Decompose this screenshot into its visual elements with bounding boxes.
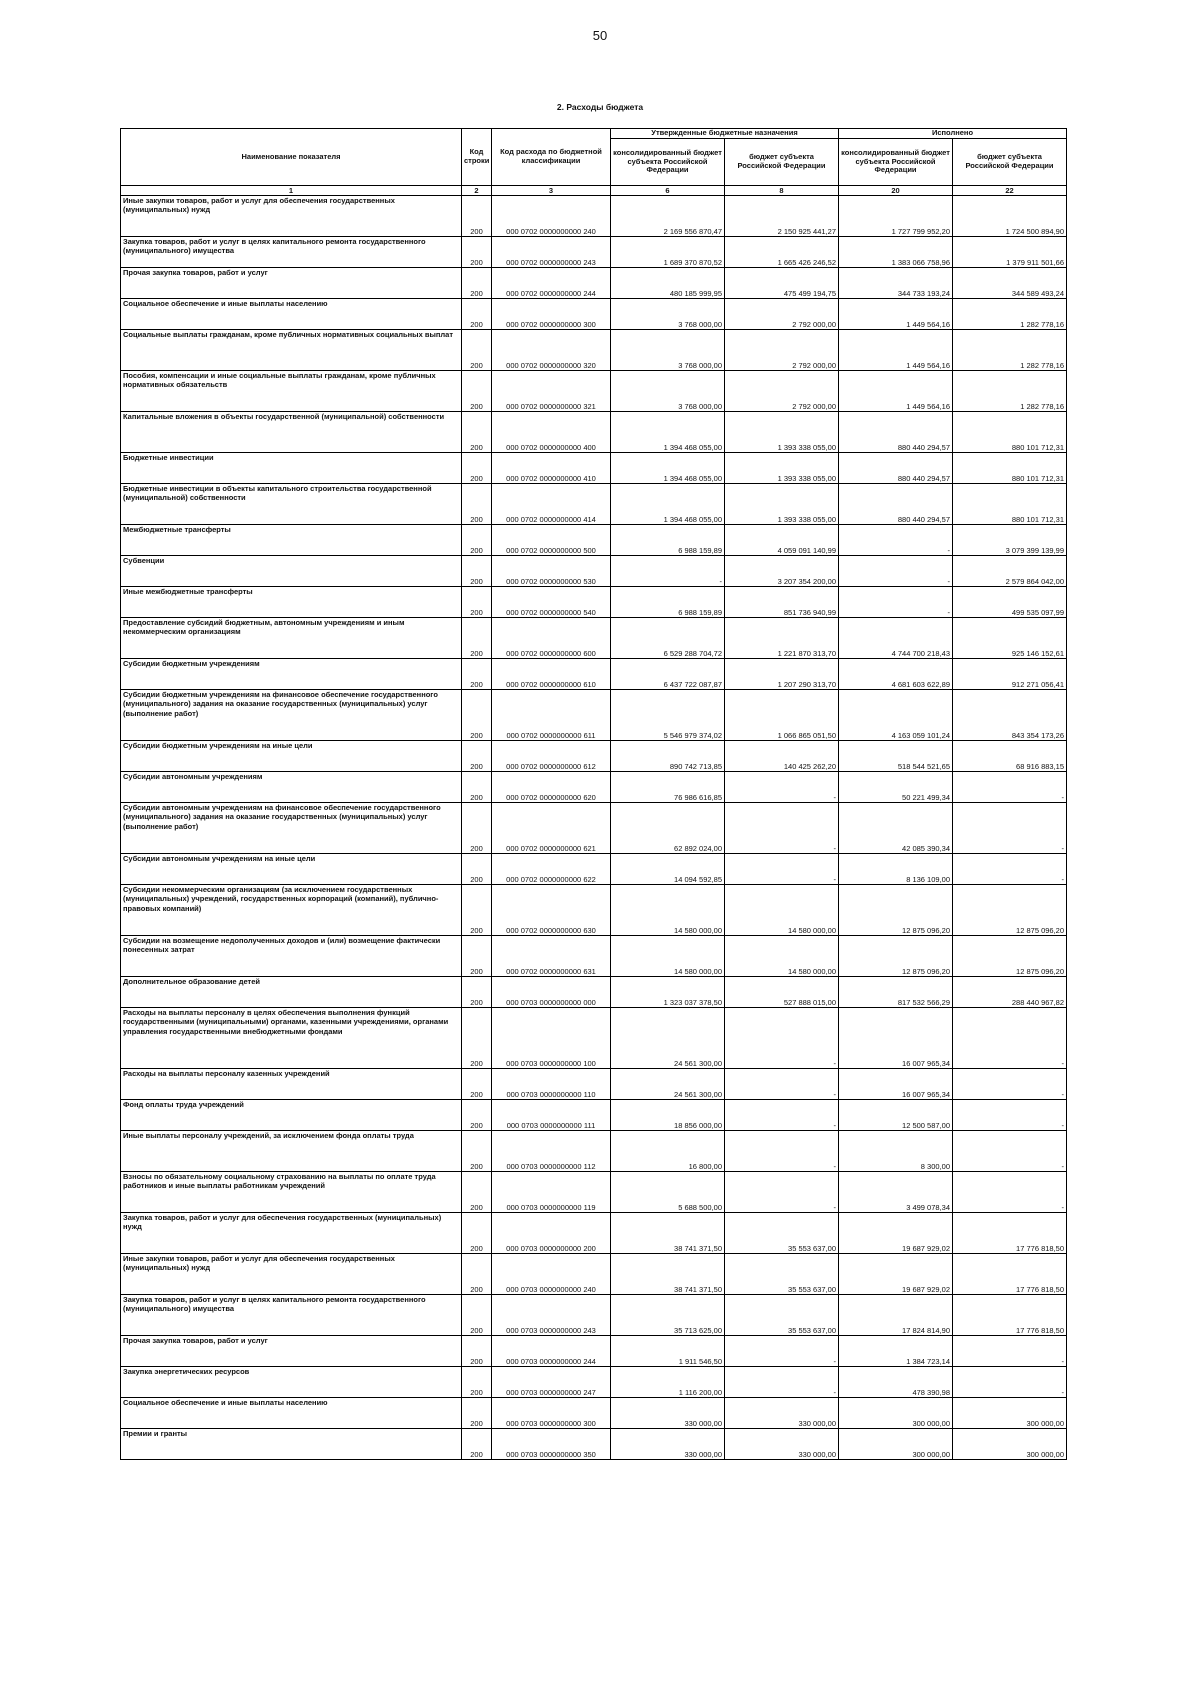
executed-subject-value: 1 282 778,16 xyxy=(953,330,1067,371)
executed-subject-value: - xyxy=(953,803,1067,854)
row-name: Закупка товаров, работ и услуг в целях капитального ремонта государственного (муниципального) имущества xyxy=(121,237,462,268)
row-name: Расходы на выплаты персоналу в целях обеспечения выполнения функций государственными (муниципальными) органами, казенными учреждениями, органами управления государственными внебюджетными фондами xyxy=(121,1008,462,1069)
executed-consolidated-value: - xyxy=(839,587,953,618)
row-line-code: 200 xyxy=(462,237,492,268)
row-line-code: 200 xyxy=(462,741,492,772)
executed-consolidated-value: 16 007 965,34 xyxy=(839,1069,953,1100)
row-name: Социальное обеспечение и иные выплаты населению xyxy=(121,1398,462,1429)
row-name: Субсидии автономным учреждениям на иные цели xyxy=(121,854,462,885)
header-approved-consolidated: консолидированный бюджет субъекта Российской Федерации xyxy=(611,139,725,186)
table-row xyxy=(121,484,1067,525)
approved-consolidated-value: 330 000,00 xyxy=(611,1398,725,1429)
column-number: 8 xyxy=(725,186,839,196)
row-budget-code: 000 0702 0000000000 610 xyxy=(492,659,611,690)
approved-subject-value: - xyxy=(725,1131,839,1172)
approved-consolidated-value: - xyxy=(611,556,725,587)
row-line-code: 200 xyxy=(462,268,492,299)
executed-subject-value: 17 776 818,50 xyxy=(953,1295,1067,1336)
row-name: Иные выплаты персоналу учреждений, за исключением фонда оплаты труда xyxy=(121,1131,462,1172)
executed-subject-value: - xyxy=(953,772,1067,803)
row-line-code: 200 xyxy=(462,977,492,1008)
table-row xyxy=(121,330,1067,371)
section-title: 2. Расходы бюджета xyxy=(556,102,644,112)
approved-subject-value: 1 393 338 055,00 xyxy=(725,453,839,484)
approved-subject-value: - xyxy=(725,1069,839,1100)
table-body xyxy=(121,196,1067,1460)
executed-subject-value: - xyxy=(953,1131,1067,1172)
approved-consolidated-value: 76 986 616,85 xyxy=(611,772,725,803)
executed-consolidated-value: - xyxy=(839,525,953,556)
approved-subject-value: - xyxy=(725,1336,839,1367)
table-row xyxy=(121,268,1067,299)
row-name: Иные закупки товаров, работ и услуг для обеспечения государственных (муниципальных) нужд xyxy=(121,196,462,237)
table-row xyxy=(121,1295,1067,1336)
executed-subject-value: 68 916 883,15 xyxy=(953,741,1067,772)
row-line-code: 200 xyxy=(462,1429,492,1460)
row-line-code: 200 xyxy=(462,803,492,854)
row-line-code: 200 xyxy=(462,1172,492,1213)
row-budget-code: 000 0703 0000000000 244 xyxy=(492,1336,611,1367)
table-row xyxy=(121,1131,1067,1172)
approved-subject-value: 35 553 637,00 xyxy=(725,1295,839,1336)
approved-subject-value: 2 792 000,00 xyxy=(725,299,839,330)
executed-consolidated-value: 1 449 564,16 xyxy=(839,299,953,330)
row-budget-code: 000 0703 0000000000 100 xyxy=(492,1008,611,1069)
table-row xyxy=(121,587,1067,618)
row-line-code: 200 xyxy=(462,885,492,936)
executed-subject-value: 288 440 967,82 xyxy=(953,977,1067,1008)
table-row xyxy=(121,803,1067,854)
row-budget-code: 000 0702 0000000000 631 xyxy=(492,936,611,977)
row-line-code: 200 xyxy=(462,1008,492,1069)
row-name: Субсидии бюджетным учреждениям на иные цели xyxy=(121,741,462,772)
approved-subject-value: 1 393 338 055,00 xyxy=(725,484,839,525)
approved-subject-value: 851 736 940,99 xyxy=(725,587,839,618)
row-budget-code: 000 0703 0000000000 111 xyxy=(492,1100,611,1131)
row-budget-code: 000 0702 0000000000 600 xyxy=(492,618,611,659)
approved-subject-value: - xyxy=(725,1172,839,1213)
row-budget-code: 000 0702 0000000000 300 xyxy=(492,299,611,330)
executed-consolidated-value: 4 744 700 218,43 xyxy=(839,618,953,659)
executed-consolidated-value: 4 681 603 622,89 xyxy=(839,659,953,690)
executed-subject-value: 17 776 818,50 xyxy=(953,1213,1067,1254)
table-row xyxy=(121,1172,1067,1213)
table-row xyxy=(121,1398,1067,1429)
executed-subject-value: 2 579 864 042,00 xyxy=(953,556,1067,587)
table-row xyxy=(121,854,1067,885)
row-name: Межбюджетные трансферты xyxy=(121,525,462,556)
executed-consolidated-value: 4 163 059 101,24 xyxy=(839,690,953,741)
approved-consolidated-value: 14 094 592,85 xyxy=(611,854,725,885)
row-name: Премии и гранты xyxy=(121,1429,462,1460)
table-row xyxy=(121,936,1067,977)
row-budget-code: 000 0702 0000000000 321 xyxy=(492,371,611,412)
approved-consolidated-value: 3 768 000,00 xyxy=(611,330,725,371)
executed-subject-value: - xyxy=(953,1336,1067,1367)
executed-consolidated-value: 17 824 814,90 xyxy=(839,1295,953,1336)
approved-subject-value: 14 580 000,00 xyxy=(725,885,839,936)
executed-consolidated-value: 817 532 566,29 xyxy=(839,977,953,1008)
row-line-code: 200 xyxy=(462,1069,492,1100)
executed-consolidated-value: 8 136 109,00 xyxy=(839,854,953,885)
approved-consolidated-value: 62 892 024,00 xyxy=(611,803,725,854)
row-line-code: 200 xyxy=(462,690,492,741)
executed-subject-value: 925 146 152,61 xyxy=(953,618,1067,659)
executed-subject-value: 912 271 056,41 xyxy=(953,659,1067,690)
approved-consolidated-value: 38 741 371,50 xyxy=(611,1213,725,1254)
approved-subject-value: - xyxy=(725,854,839,885)
row-name: Субсидии автономным учреждениям на финансовое обеспечение государственного (муниципального) задания на оказание государственных (муниципальных) услуг (выполнение работ) xyxy=(121,803,462,854)
budget-expenses-table xyxy=(120,128,1067,1460)
approved-consolidated-value: 890 742 713,85 xyxy=(611,741,725,772)
row-budget-code: 000 0703 0000000000 110 xyxy=(492,1069,611,1100)
approved-subject-value: - xyxy=(725,1008,839,1069)
executed-subject-value: 880 101 712,31 xyxy=(953,412,1067,453)
row-budget-code: 000 0703 0000000000 200 xyxy=(492,1213,611,1254)
approved-consolidated-value: 1 116 200,00 xyxy=(611,1367,725,1398)
header-approved-subject: бюджет субъекта Российской Федерации xyxy=(725,139,839,186)
approved-consolidated-value: 5 688 500,00 xyxy=(611,1172,725,1213)
approved-subject-value: 1 393 338 055,00 xyxy=(725,412,839,453)
table-row xyxy=(121,453,1067,484)
table-row xyxy=(121,1429,1067,1460)
row-budget-code: 000 0702 0000000000 244 xyxy=(492,268,611,299)
row-line-code: 200 xyxy=(462,772,492,803)
row-name: Пособия, компенсации и иные социальные выплаты гражданам, кроме публичных нормативных обязательств xyxy=(121,371,462,412)
approved-subject-value: 35 553 637,00 xyxy=(725,1254,839,1295)
approved-subject-value: - xyxy=(725,1100,839,1131)
executed-consolidated-value: 344 733 193,24 xyxy=(839,268,953,299)
executed-consolidated-value: 880 440 294,57 xyxy=(839,453,953,484)
approved-consolidated-value: 1 911 546,50 xyxy=(611,1336,725,1367)
row-name: Дополнительное образование детей xyxy=(121,977,462,1008)
approved-subject-value: 140 425 262,20 xyxy=(725,741,839,772)
row-line-code: 200 xyxy=(462,1254,492,1295)
table-row xyxy=(121,1069,1067,1100)
executed-consolidated-value: 42 085 390,34 xyxy=(839,803,953,854)
row-name: Фонд оплаты труда учреждений xyxy=(121,1100,462,1131)
executed-subject-value: 880 101 712,31 xyxy=(953,484,1067,525)
executed-consolidated-value: 518 544 521,65 xyxy=(839,741,953,772)
approved-consolidated-value: 18 856 000,00 xyxy=(611,1100,725,1131)
row-line-code: 200 xyxy=(462,453,492,484)
row-budget-code: 000 0702 0000000000 500 xyxy=(492,525,611,556)
row-name: Закупка энергетических ресурсов xyxy=(121,1367,462,1398)
approved-subject-value: 330 000,00 xyxy=(725,1398,839,1429)
row-line-code: 200 xyxy=(462,1295,492,1336)
row-name: Прочая закупка товаров, работ и услуг xyxy=(121,1336,462,1367)
row-name: Иные межбюджетные трансферты xyxy=(121,587,462,618)
table-row xyxy=(121,659,1067,690)
row-line-code: 200 xyxy=(462,936,492,977)
header-group-row xyxy=(121,129,1067,139)
approved-subject-value: 2 150 925 441,27 xyxy=(725,196,839,237)
header-budget-code: Код расхода по бюджетной классификации xyxy=(492,129,611,186)
row-budget-code: 000 0702 0000000000 621 xyxy=(492,803,611,854)
table-row xyxy=(121,412,1067,453)
row-budget-code: 000 0702 0000000000 630 xyxy=(492,885,611,936)
executed-consolidated-value: 1 383 066 758,96 xyxy=(839,237,953,268)
column-number: 6 xyxy=(611,186,725,196)
row-line-code: 200 xyxy=(462,330,492,371)
executed-subject-value: 1 282 778,16 xyxy=(953,299,1067,330)
row-line-code: 200 xyxy=(462,556,492,587)
row-budget-code: 000 0703 0000000000 350 xyxy=(492,1429,611,1460)
approved-consolidated-value: 1 394 468 055,00 xyxy=(611,453,725,484)
table-row xyxy=(121,690,1067,741)
approved-subject-value: 1 207 290 313,70 xyxy=(725,659,839,690)
row-name: Субсидии бюджетным учреждениям на финансовое обеспечение государственного (муниципального) задания на оказание государственных (муниципальных) услуг (выполнение работ) xyxy=(121,690,462,741)
table-row xyxy=(121,299,1067,330)
row-budget-code: 000 0702 0000000000 400 xyxy=(492,412,611,453)
header-executed-consolidated: консолидированный бюджет субъекта Российской Федерации xyxy=(839,139,953,186)
approved-consolidated-value: 24 561 300,00 xyxy=(611,1008,725,1069)
table-row xyxy=(121,977,1067,1008)
approved-subject-value: - xyxy=(725,1367,839,1398)
row-budget-code: 000 0702 0000000000 622 xyxy=(492,854,611,885)
executed-subject-value: - xyxy=(953,1100,1067,1131)
row-name: Социальное обеспечение и иные выплаты населению xyxy=(121,299,462,330)
executed-consolidated-value: 300 000,00 xyxy=(839,1398,953,1429)
row-budget-code: 000 0702 0000000000 530 xyxy=(492,556,611,587)
row-budget-code: 000 0702 0000000000 540 xyxy=(492,587,611,618)
executed-subject-value: 3 079 399 139,99 xyxy=(953,525,1067,556)
executed-subject-value: - xyxy=(953,854,1067,885)
column-number: 3 xyxy=(492,186,611,196)
executed-consolidated-value: 478 390,98 xyxy=(839,1367,953,1398)
row-line-code: 200 xyxy=(462,1367,492,1398)
executed-consolidated-value: 16 007 965,34 xyxy=(839,1008,953,1069)
approved-subject-value: 330 000,00 xyxy=(725,1429,839,1460)
row-budget-code: 000 0703 0000000000 240 xyxy=(492,1254,611,1295)
row-line-code: 200 xyxy=(462,854,492,885)
executed-consolidated-value: - xyxy=(839,556,953,587)
row-budget-code: 000 0702 0000000000 612 xyxy=(492,741,611,772)
approved-subject-value: 1 665 426 246,52 xyxy=(725,237,839,268)
row-name: Бюджетные инвестиции xyxy=(121,453,462,484)
executed-subject-value: 1 282 778,16 xyxy=(953,371,1067,412)
approved-subject-value: 2 792 000,00 xyxy=(725,330,839,371)
approved-consolidated-value: 1 394 468 055,00 xyxy=(611,412,725,453)
approved-subject-value: 14 580 000,00 xyxy=(725,936,839,977)
executed-consolidated-value: 19 687 929,02 xyxy=(839,1213,953,1254)
executed-consolidated-value: 12 500 587,00 xyxy=(839,1100,953,1131)
approved-consolidated-value: 6 988 159,89 xyxy=(611,587,725,618)
table-row xyxy=(121,196,1067,237)
approved-consolidated-value: 6 529 288 704,72 xyxy=(611,618,725,659)
row-budget-code: 000 0703 0000000000 247 xyxy=(492,1367,611,1398)
executed-subject-value: 300 000,00 xyxy=(953,1429,1067,1460)
row-budget-code: 000 0702 0000000000 620 xyxy=(492,772,611,803)
row-budget-code: 000 0703 0000000000 119 xyxy=(492,1172,611,1213)
row-line-code: 200 xyxy=(462,1398,492,1429)
approved-consolidated-value: 6 437 722 087,87 xyxy=(611,659,725,690)
approved-consolidated-value: 14 580 000,00 xyxy=(611,885,725,936)
executed-subject-value: 12 875 096,20 xyxy=(953,936,1067,977)
executed-consolidated-value: 880 440 294,57 xyxy=(839,484,953,525)
executed-consolidated-value: 1 449 564,16 xyxy=(839,371,953,412)
executed-subject-value: 1 379 911 501,66 xyxy=(953,237,1067,268)
approved-consolidated-value: 1 394 468 055,00 xyxy=(611,484,725,525)
row-budget-code: 000 0703 0000000000 243 xyxy=(492,1295,611,1336)
table-row xyxy=(121,772,1067,803)
table-row xyxy=(121,525,1067,556)
table-row xyxy=(121,741,1067,772)
row-name: Иные закупки товаров, работ и услуг для обеспечения государственных (муниципальных) нужд xyxy=(121,1254,462,1295)
executed-subject-value: - xyxy=(953,1367,1067,1398)
row-name: Субсидии на возмещение недополученных доходов и (или) возмещение фактически понесенных затрат xyxy=(121,936,462,977)
row-name: Предоставление субсидий бюджетным, автономным учреждениям и иным некоммерческим организациям xyxy=(121,618,462,659)
row-name: Взносы по обязательному социальному страхованию на выплаты по оплате труда работников и иные выплаты работникам учреждений xyxy=(121,1172,462,1213)
approved-subject-value: - xyxy=(725,803,839,854)
executed-subject-value: - xyxy=(953,1008,1067,1069)
approved-consolidated-value: 480 185 999,95 xyxy=(611,268,725,299)
table-row xyxy=(121,1367,1067,1398)
row-line-code: 200 xyxy=(462,371,492,412)
approved-subject-value: 1 221 870 313,70 xyxy=(725,618,839,659)
approved-subject-value: 527 888 015,00 xyxy=(725,977,839,1008)
row-name: Закупка товаров, работ и услуг для обеспечения государственных (муниципальных) нужд xyxy=(121,1213,462,1254)
approved-consolidated-value: 24 561 300,00 xyxy=(611,1069,725,1100)
table-row xyxy=(121,1100,1067,1131)
row-name: Расходы на выплаты персоналу казенных учреждений xyxy=(121,1069,462,1100)
row-line-code: 200 xyxy=(462,412,492,453)
row-name: Субсидии бюджетным учреждениям xyxy=(121,659,462,690)
executed-consolidated-value: 300 000,00 xyxy=(839,1429,953,1460)
executed-consolidated-value: 50 221 499,34 xyxy=(839,772,953,803)
row-line-code: 200 xyxy=(462,659,492,690)
executed-subject-value: - xyxy=(953,1069,1067,1100)
row-line-code: 200 xyxy=(462,1213,492,1254)
row-budget-code: 000 0702 0000000000 611 xyxy=(492,690,611,741)
row-line-code: 200 xyxy=(462,1131,492,1172)
row-line-code: 200 xyxy=(462,299,492,330)
approved-consolidated-value: 2 169 556 870,47 xyxy=(611,196,725,237)
approved-consolidated-value: 1 689 370 870,52 xyxy=(611,237,725,268)
executed-subject-value: 344 589 493,24 xyxy=(953,268,1067,299)
approved-consolidated-value: 16 800,00 xyxy=(611,1131,725,1172)
table-row xyxy=(121,885,1067,936)
executed-consolidated-value: 3 499 078,34 xyxy=(839,1172,953,1213)
row-name: Субсидии автономным учреждениям xyxy=(121,772,462,803)
row-line-code: 200 xyxy=(462,1336,492,1367)
approved-consolidated-value: 14 580 000,00 xyxy=(611,936,725,977)
row-line-code: 200 xyxy=(462,196,492,237)
executed-consolidated-value: 880 440 294,57 xyxy=(839,412,953,453)
row-budget-code: 000 0702 0000000000 410 xyxy=(492,453,611,484)
column-number: 22 xyxy=(953,186,1067,196)
approved-consolidated-value: 3 768 000,00 xyxy=(611,299,725,330)
approved-subject-value: - xyxy=(725,772,839,803)
column-number: 20 xyxy=(839,186,953,196)
column-number: 2 xyxy=(462,186,492,196)
row-line-code: 200 xyxy=(462,587,492,618)
approved-subject-value: 2 792 000,00 xyxy=(725,371,839,412)
row-line-code: 200 xyxy=(462,484,492,525)
row-line-code: 200 xyxy=(462,525,492,556)
table-row xyxy=(121,618,1067,659)
header-name: Наименование показателя xyxy=(121,129,462,186)
header-approved-group: Утвержденные бюджетные назначения xyxy=(611,129,839,139)
approved-subject-value: 1 066 865 051,50 xyxy=(725,690,839,741)
approved-consolidated-value: 1 323 037 378,50 xyxy=(611,977,725,1008)
row-name: Прочая закупка товаров, работ и услуг xyxy=(121,268,462,299)
header-line-code: Код строки xyxy=(462,129,492,186)
executed-subject-value: 1 724 500 894,90 xyxy=(953,196,1067,237)
row-name: Капитальные вложения в объекты государственной (муниципальной) собственности xyxy=(121,412,462,453)
table-row xyxy=(121,1254,1067,1295)
executed-consolidated-value: 8 300,00 xyxy=(839,1131,953,1172)
executed-subject-value: 12 875 096,20 xyxy=(953,885,1067,936)
executed-subject-value: 843 354 173,26 xyxy=(953,690,1067,741)
executed-subject-value: 499 535 097,99 xyxy=(953,587,1067,618)
row-budget-code: 000 0702 0000000000 240 xyxy=(492,196,611,237)
row-budget-code: 000 0702 0000000000 243 xyxy=(492,237,611,268)
executed-consolidated-value: 12 875 096,20 xyxy=(839,936,953,977)
executed-subject-value: - xyxy=(953,1172,1067,1213)
row-name: Субвенции xyxy=(121,556,462,587)
table-row xyxy=(121,237,1067,268)
table-row xyxy=(121,556,1067,587)
approved-subject-value: 4 059 091 140,99 xyxy=(725,525,839,556)
table-row xyxy=(121,1213,1067,1254)
executed-consolidated-value: 1 384 723,14 xyxy=(839,1336,953,1367)
approved-subject-value: 3 207 354 200,00 xyxy=(725,556,839,587)
row-name: Закупка товаров, работ и услуг в целях капитального ремонта государственного (муниципального) имущества xyxy=(121,1295,462,1336)
column-numbers-row xyxy=(121,186,1067,196)
approved-consolidated-value: 6 988 159,89 xyxy=(611,525,725,556)
row-line-code: 200 xyxy=(462,1100,492,1131)
row-budget-code: 000 0703 0000000000 000 xyxy=(492,977,611,1008)
executed-consolidated-value: 1 449 564,16 xyxy=(839,330,953,371)
approved-subject-value: 475 499 194,75 xyxy=(725,268,839,299)
executed-subject-value: 300 000,00 xyxy=(953,1398,1067,1429)
executed-consolidated-value: 1 727 799 952,20 xyxy=(839,196,953,237)
row-budget-code: 000 0703 0000000000 300 xyxy=(492,1398,611,1429)
approved-subject-value: 35 553 637,00 xyxy=(725,1213,839,1254)
row-line-code: 200 xyxy=(462,618,492,659)
approved-consolidated-value: 35 713 625,00 xyxy=(611,1295,725,1336)
page-number: 50 xyxy=(592,28,608,43)
executed-consolidated-value: 19 687 929,02 xyxy=(839,1254,953,1295)
executed-subject-value: 880 101 712,31 xyxy=(953,453,1067,484)
row-budget-code: 000 0703 0000000000 112 xyxy=(492,1131,611,1172)
header-executed-group: Исполнено xyxy=(839,129,1067,139)
approved-consolidated-value: 5 546 979 374,02 xyxy=(611,690,725,741)
approved-consolidated-value: 3 768 000,00 xyxy=(611,371,725,412)
table-row xyxy=(121,1336,1067,1367)
row-name: Социальные выплаты гражданам, кроме публичных нормативных социальных выплат xyxy=(121,330,462,371)
approved-consolidated-value: 38 741 371,50 xyxy=(611,1254,725,1295)
row-name: Субсидии некоммерческим организациям (за исключением государственных (муниципальных) учреждений, государственных корпораций (компаний), публично-правовых компаний) xyxy=(121,885,462,936)
column-number: 1 xyxy=(121,186,462,196)
table-row xyxy=(121,1008,1067,1069)
row-name: Бюджетные инвестиции в объекты капитального строительства государственной (муниципальной) собственности xyxy=(121,484,462,525)
row-budget-code: 000 0702 0000000000 320 xyxy=(492,330,611,371)
approved-consolidated-value: 330 000,00 xyxy=(611,1429,725,1460)
table-row xyxy=(121,371,1067,412)
executed-subject-value: 17 776 818,50 xyxy=(953,1254,1067,1295)
executed-consolidated-value: 12 875 096,20 xyxy=(839,885,953,936)
row-budget-code: 000 0702 0000000000 414 xyxy=(492,484,611,525)
header-executed-subject: бюджет субъекта Российской Федерации xyxy=(953,139,1067,186)
